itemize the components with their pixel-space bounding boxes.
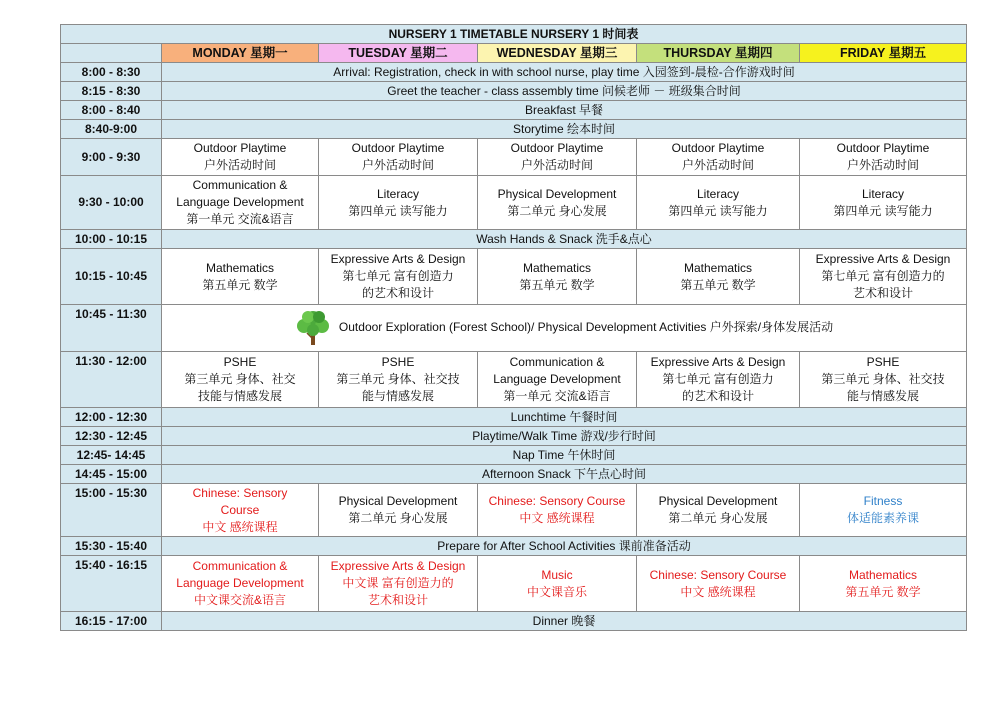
lesson-cell (478, 139, 637, 176)
lesson-line: Mathematics (848, 567, 918, 582)
lesson-line: 第四单元 读写能力 (668, 203, 768, 218)
day-monday: MONDAY 星期一 (162, 44, 319, 63)
lesson-cell (162, 484, 319, 537)
lesson-cell (637, 139, 800, 176)
walk-row: Playtime/Walk Time 游戏/步行时间 (162, 427, 967, 446)
lesson-line: Language Development (493, 372, 621, 386)
lesson-cell (319, 352, 478, 408)
lesson-line: 户外活动时间 (847, 158, 920, 172)
lesson-line: Physical Development (338, 494, 458, 508)
time-cell: 12:45- 14:45 (61, 446, 162, 465)
lesson-line: 第四单元 读写能力 (348, 203, 448, 218)
lesson-line: Expressive Arts & Design (330, 559, 466, 573)
lesson-cell (162, 139, 319, 176)
lesson-line: Communication & (509, 355, 605, 369)
time-cell: 9:30 - 10:00 (61, 176, 162, 230)
lesson-line: Outdoor Playtime (836, 141, 930, 155)
lesson-line: Outdoor Playtime (193, 141, 287, 155)
lesson-line: Physical Development (658, 494, 778, 508)
lesson-line: 第五单元 数学 (519, 277, 595, 292)
lesson-line: Fitness (863, 494, 903, 508)
lesson-line: 第二单元 身心发展 (668, 511, 768, 525)
corner-cell (61, 44, 162, 63)
greet-row: Greet the teacher - class assembly time 问候老师 － 班级集合时间 (162, 82, 967, 101)
breakfast-row: Breakfast 早餐 (162, 101, 967, 120)
lesson-line: 能与情感发展 (361, 389, 434, 403)
lesson-line: 第三单元 身体、社交技 (336, 372, 460, 386)
lesson-line: Literacy (861, 186, 905, 201)
day-tuesday: TUESDAY 星期二 (319, 44, 478, 63)
lesson-line: Literacy (376, 186, 420, 201)
lesson-cell (319, 139, 478, 176)
time-cell: 8:15 - 8:30 (61, 82, 162, 101)
lesson-line: Physical Development (497, 186, 617, 201)
time-cell: 15:30 - 15:40 (61, 537, 162, 556)
lesson-line: Chinese: Sensory Course (488, 494, 626, 508)
lesson-line: Mathematics (205, 260, 275, 275)
lesson-cell (162, 249, 319, 305)
lesson-cell (637, 484, 800, 537)
time-cell: 14:45 - 15:00 (61, 465, 162, 484)
lesson-line: Expressive Arts & Design (650, 355, 786, 369)
lesson-line: 第七单元 富有创造力的 (821, 269, 945, 283)
lesson-line: 户外活动时间 (520, 158, 593, 172)
page-title: NURSERY 1 TIMETABLE NURSERY 1 时间表 (61, 25, 967, 44)
lesson-cell (478, 249, 637, 305)
lesson-line: 户外活动时间 (681, 158, 754, 172)
lesson-cell (478, 556, 637, 612)
lesson-line: 第一单元 交流&语言 (503, 389, 611, 403)
lesson-line: Expressive Arts & Design (330, 252, 466, 266)
lesson-cell (637, 176, 800, 230)
lesson-line: Language Development (176, 195, 304, 209)
day-wednesday: WEDNESDAY 星期三 (478, 44, 637, 63)
lesson-line: Outdoor Playtime (510, 141, 604, 155)
lesson-cell (800, 176, 967, 230)
lesson-cell (162, 176, 319, 230)
time-cell: 10:15 - 10:45 (61, 249, 162, 305)
lesson-line: 第七单元 富有创造力 (342, 269, 454, 283)
forest-school-row (162, 305, 967, 352)
time-cell: 10:00 - 10:15 (61, 230, 162, 249)
lesson-cell (162, 352, 319, 408)
time-cell: 8:00 - 8:40 (61, 101, 162, 120)
lesson-line: PSHE (866, 355, 900, 369)
time-cell: 9:00 - 9:30 (61, 139, 162, 176)
lesson-line: 第一单元 交流&语言 (186, 212, 294, 226)
lesson-line: 第五单元 数学 (680, 277, 756, 292)
time-cell: 16:15 - 17:00 (61, 612, 162, 631)
time-cell: 15:40 - 16:15 (61, 556, 162, 612)
time-cell: 10:45 - 11:30 (61, 305, 162, 352)
lesson-line: 户外活动时间 (203, 158, 276, 172)
lesson-cell (800, 484, 967, 537)
lesson-line: 的艺术和设计 (681, 389, 754, 403)
forest-school-text: Outdoor Exploration (Forest School)/ Physical Development Activities 户外探索/身体发展活动 (338, 320, 834, 335)
lesson-line: 体适能素养课 (847, 511, 920, 525)
lesson-line: 技能与情感发展 (197, 389, 282, 403)
lesson-line: 中文课音乐 (526, 584, 587, 599)
lesson-line: Music (541, 567, 573, 582)
lesson-line: 第三单元 身体、社交 (184, 372, 296, 386)
lesson-line: 艺术和设计 (367, 593, 428, 607)
lesson-cell (800, 139, 967, 176)
time-cell: 8:40-9:00 (61, 120, 162, 139)
lesson-line: 的艺术和设计 (361, 286, 434, 300)
dinner-row: Dinner 晚餐 (162, 612, 967, 631)
lesson-line: Chinese: Sensory Course (649, 567, 787, 582)
afternoon-snack-row: Afternoon Snack 下午点心时间 (162, 465, 967, 484)
lesson-line: PSHE (381, 355, 415, 369)
lesson-line: 第五单元 数学 (845, 584, 921, 599)
lesson-line: Chinese: Sensory (192, 485, 288, 500)
lesson-line: Language Development (176, 576, 304, 590)
lesson-line: 艺术和设计 (853, 286, 914, 300)
lesson-cell (319, 556, 478, 612)
lesson-cell (800, 556, 967, 612)
time-cell: 8:00 - 8:30 (61, 63, 162, 82)
lesson-line: 第七单元 富有创造力 (662, 372, 774, 386)
lesson-line: Outdoor Playtime (671, 141, 765, 155)
lunch-row: Lunchtime 午餐时间 (162, 408, 967, 427)
lesson-cell (319, 484, 478, 537)
lesson-cell (637, 352, 800, 408)
lesson-cell (637, 556, 800, 612)
lesson-line: Communication & (192, 178, 288, 192)
lesson-cell (478, 352, 637, 408)
arrival-row: Arrival: Registration, check in with school nurse, play time 入园签到-晨检-合作游戏时间 (162, 63, 967, 82)
lesson-line: 中文 感统课程 (519, 511, 595, 525)
lesson-line: 第五单元 数学 (202, 277, 278, 292)
lesson-line: Mathematics (683, 260, 753, 275)
lesson-cell (319, 249, 478, 305)
lesson-cell (478, 176, 637, 230)
lesson-line: Mathematics (522, 260, 592, 275)
time-cell: 12:00 - 12:30 (61, 408, 162, 427)
lesson-cell (800, 352, 967, 408)
lesson-cell (162, 556, 319, 612)
lesson-cell (637, 249, 800, 305)
day-thursday: THURSDAY 星期四 (637, 44, 800, 63)
time-cell: 11:30 - 12:00 (61, 352, 162, 408)
lesson-line: 中文 感统课程 (680, 584, 756, 599)
lesson-line: Expressive Arts & Design (815, 252, 951, 266)
lesson-cell (800, 249, 967, 305)
tree-icon (295, 309, 331, 347)
storytime-row: Storytime 绘本时间 (162, 120, 967, 139)
lesson-line: 户外活动时间 (361, 158, 434, 172)
lesson-line: 第三单元 身体、社交技 (821, 372, 945, 386)
nap-row: Nap Time 午休时间 (162, 446, 967, 465)
lesson-line: Communication & (192, 559, 288, 573)
lesson-cell (319, 176, 478, 230)
timetable (60, 24, 967, 631)
time-cell: 12:30 - 12:45 (61, 427, 162, 446)
prepare-row: Prepare for After School Activities 课前准备活动 (162, 537, 967, 556)
lesson-line: 中文课 富有创造力的 (342, 576, 454, 590)
lesson-line: Outdoor Playtime (351, 141, 445, 155)
day-friday: FRIDAY 星期五 (800, 44, 967, 63)
lesson-line: 中文 感统课程 (202, 519, 278, 534)
lesson-line: PSHE (223, 355, 257, 369)
lesson-line: 能与情感发展 (847, 389, 920, 403)
lesson-cell (478, 484, 637, 537)
time-cell: 15:00 - 15:30 (61, 484, 162, 537)
lesson-line: Literacy (696, 186, 740, 201)
lesson-line: 第四单元 读写能力 (833, 203, 933, 218)
lesson-line: 第二单元 身心发展 (507, 203, 607, 218)
wash-snack-row: Wash Hands & Snack 洗手&点心 (162, 230, 967, 249)
lesson-line: Course (220, 502, 260, 517)
lesson-line: 中文课交流&语言 (193, 593, 286, 607)
lesson-line: 第二单元 身心发展 (348, 511, 448, 525)
